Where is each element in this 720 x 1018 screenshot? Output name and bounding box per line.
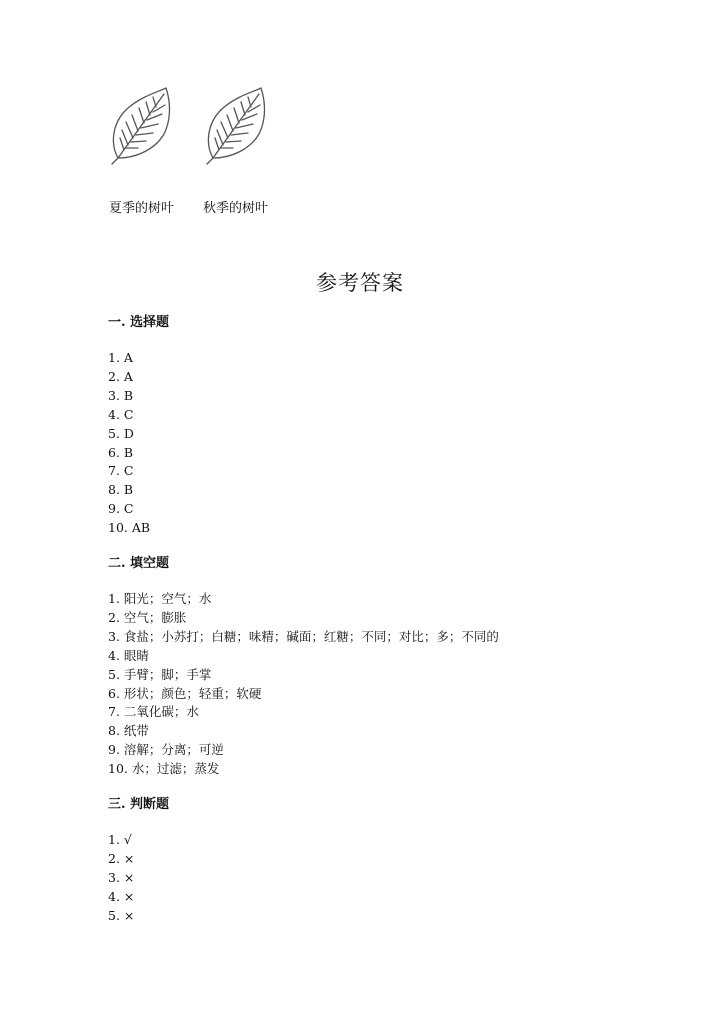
answer-item: 8. B [108,482,134,498]
answer-item: 7. C [108,463,134,479]
answer-item: 4. 眼睛 [108,647,149,663]
true-false-answers [108,831,134,926]
answer-item: 1. 阳光；空气；水 [108,591,212,606]
answer-item: 3. 食盐；小苏打；白糖；味精；碱面；红糖；不同；对比；多；不同的 [108,628,499,644]
answer-item: 5. 手臂；脚；手掌 [108,666,212,682]
answer-item: 3. × [108,869,135,885]
answer-item: 1. √ [108,832,132,847]
fill-in-blank-answers [108,590,499,779]
answer-item: 6. 形状；颜色；轻重；软硬 [108,685,262,701]
answer-key-title: 参考答案 [316,271,404,295]
answer-item: 4. × [108,888,135,904]
section-title-multiple-choice: 一. 选择题 [108,315,170,330]
answer-item: 4. C [108,406,134,422]
section-title-true-false: 三. 判断题 [108,797,170,812]
multiple-choice-answers [108,349,150,538]
answer-item: 5. D [108,425,134,441]
answer-item: 8. 纸带 [108,723,149,739]
autumn-leaf-caption: 秋季的树叶 [203,201,269,216]
section-title-fill-in-blank: 二. 填空题 [108,556,170,571]
summer-leaf-caption: 夏季的树叶 [109,201,175,216]
answer-item: 9. C [108,501,134,517]
answer-item: 6. B [108,444,134,460]
answer-item: 3. B [108,387,134,403]
answer-item: 10. AB [108,520,151,536]
summer-leaf-icon [108,86,174,166]
answer-item: 10. 水；过滤；蒸发 [108,761,220,777]
answer-item: 1. A [108,350,133,365]
answer-item: 5. × [108,907,135,923]
answer-item: 2. × [108,850,135,866]
autumn-leaf-icon [203,86,269,166]
answer-item: 9. 溶解；分离；可逆 [108,742,224,758]
answer-item: 2. 空气；膨胀 [108,609,187,625]
answer-item: 2. A [108,368,133,384]
answer-item: 7. 二氧化碳；水 [108,704,199,720]
